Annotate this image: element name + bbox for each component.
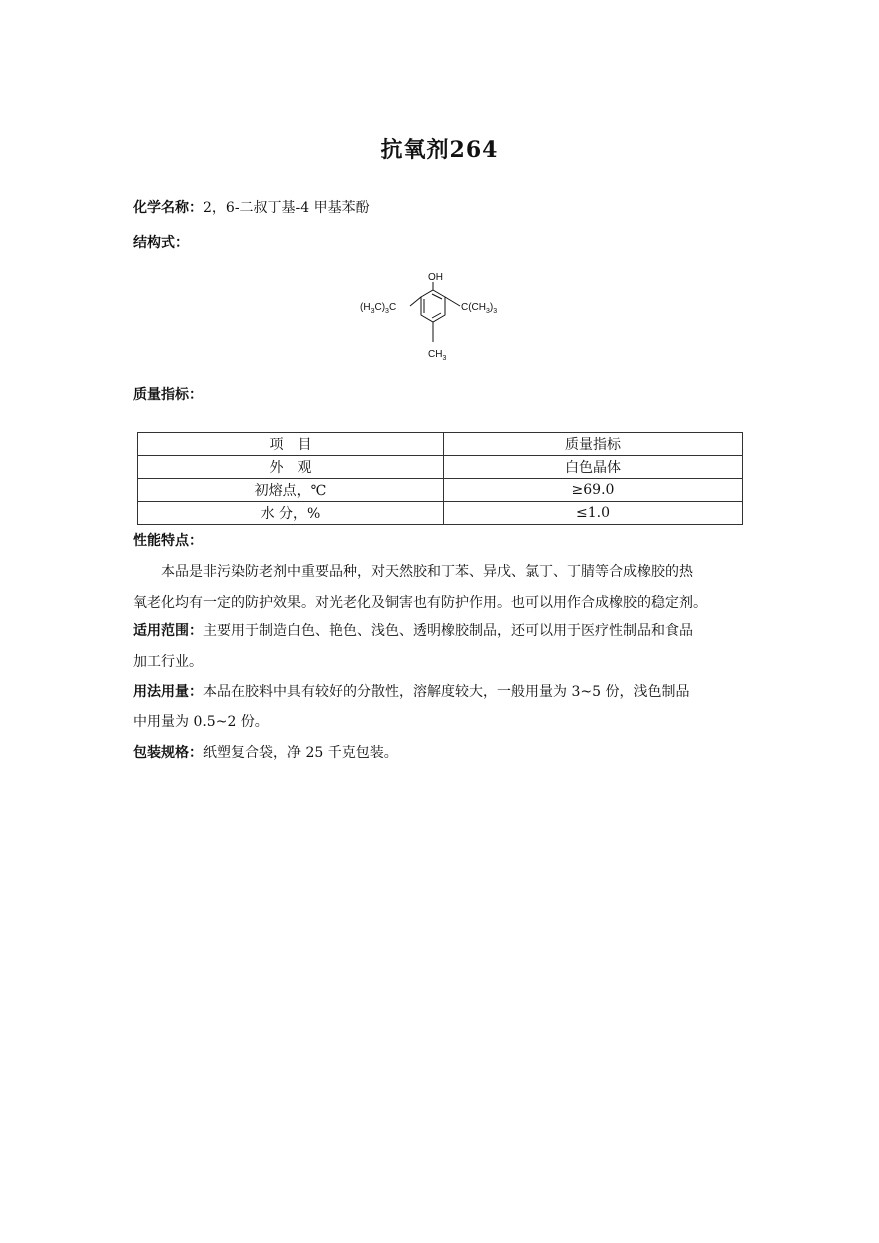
packaging-line: [133, 743, 748, 763]
usage-text-1: 本品在胶料中具有较好的分散性，溶解度较大，一般用量为 3~5 份，浅色制品: [203, 684, 690, 700]
table-header-row: [138, 433, 743, 456]
row-value: 白色晶体: [444, 456, 743, 479]
benzene-ring: [410, 282, 460, 342]
header-spec: 质量指标: [444, 433, 743, 456]
row-item: 外 观: [138, 456, 444, 479]
structural-formula: [350, 266, 530, 366]
performance-text-1: 本品是非污染防老剂中重要品种，对天然胶和丁苯、异戊、氯丁、丁腈等合成橡胶的热: [161, 564, 693, 580]
application-text-2: 加工行业。: [133, 654, 203, 670]
table-row: [138, 479, 743, 502]
usage-line-1: [133, 682, 748, 702]
quality-label: 质量指标：: [133, 387, 203, 403]
packaging-label: 包装规格：: [133, 745, 203, 761]
row-item: 水 分，%: [138, 502, 444, 525]
application-text-1: 主要用于制造白色、艳色、浅色、透明橡胶制品，还可以用于医疗性制品和食品: [203, 623, 693, 639]
table-row: [138, 456, 743, 479]
quality-label-line: [133, 385, 748, 405]
quality-spec-table: [137, 432, 743, 525]
table-row: [138, 502, 743, 525]
performance-text-2: 氧老化均有一定的防护效果。对光老化及铜害也有防护作用。也可以用作合成橡胶的稳定剂。: [133, 595, 707, 611]
chemical-name-label: 化学名称：: [133, 200, 203, 216]
usage-label: 用法用量：: [133, 684, 203, 700]
performance-label-line: [133, 531, 748, 551]
methyl-group-label: $CH_3$: [428, 349, 447, 362]
chemical-name-line: [133, 198, 748, 218]
oh-group-label: OH: [428, 272, 443, 283]
structure-label-line: [133, 233, 748, 253]
application-label: 适用范围：: [133, 623, 203, 639]
left-tert-butyl-label: $(H_3C)_3C$: [360, 302, 397, 315]
page-title: 抗氧剂264: [380, 137, 499, 163]
chemical-name-value: 2，6-二叔丁基-4 甲基苯酚: [203, 200, 370, 216]
row-value: ≤1.0: [444, 502, 743, 525]
packaging-text: 纸塑复合袋，净 25 千克包装。: [203, 745, 398, 761]
row-value: ≥69.0: [444, 479, 743, 502]
application-line-1: [133, 621, 748, 641]
structure-label: 结构式：: [133, 235, 189, 251]
usage-text-2: 中用量为 0.5~2 份。: [133, 714, 269, 730]
header-item: 项 目: [138, 433, 444, 456]
performance-label: 性能特点：: [133, 533, 203, 549]
right-tert-butyl-label: $C(CH_3)_3$: [461, 302, 498, 315]
row-item: 初熔点，℃: [138, 479, 444, 502]
